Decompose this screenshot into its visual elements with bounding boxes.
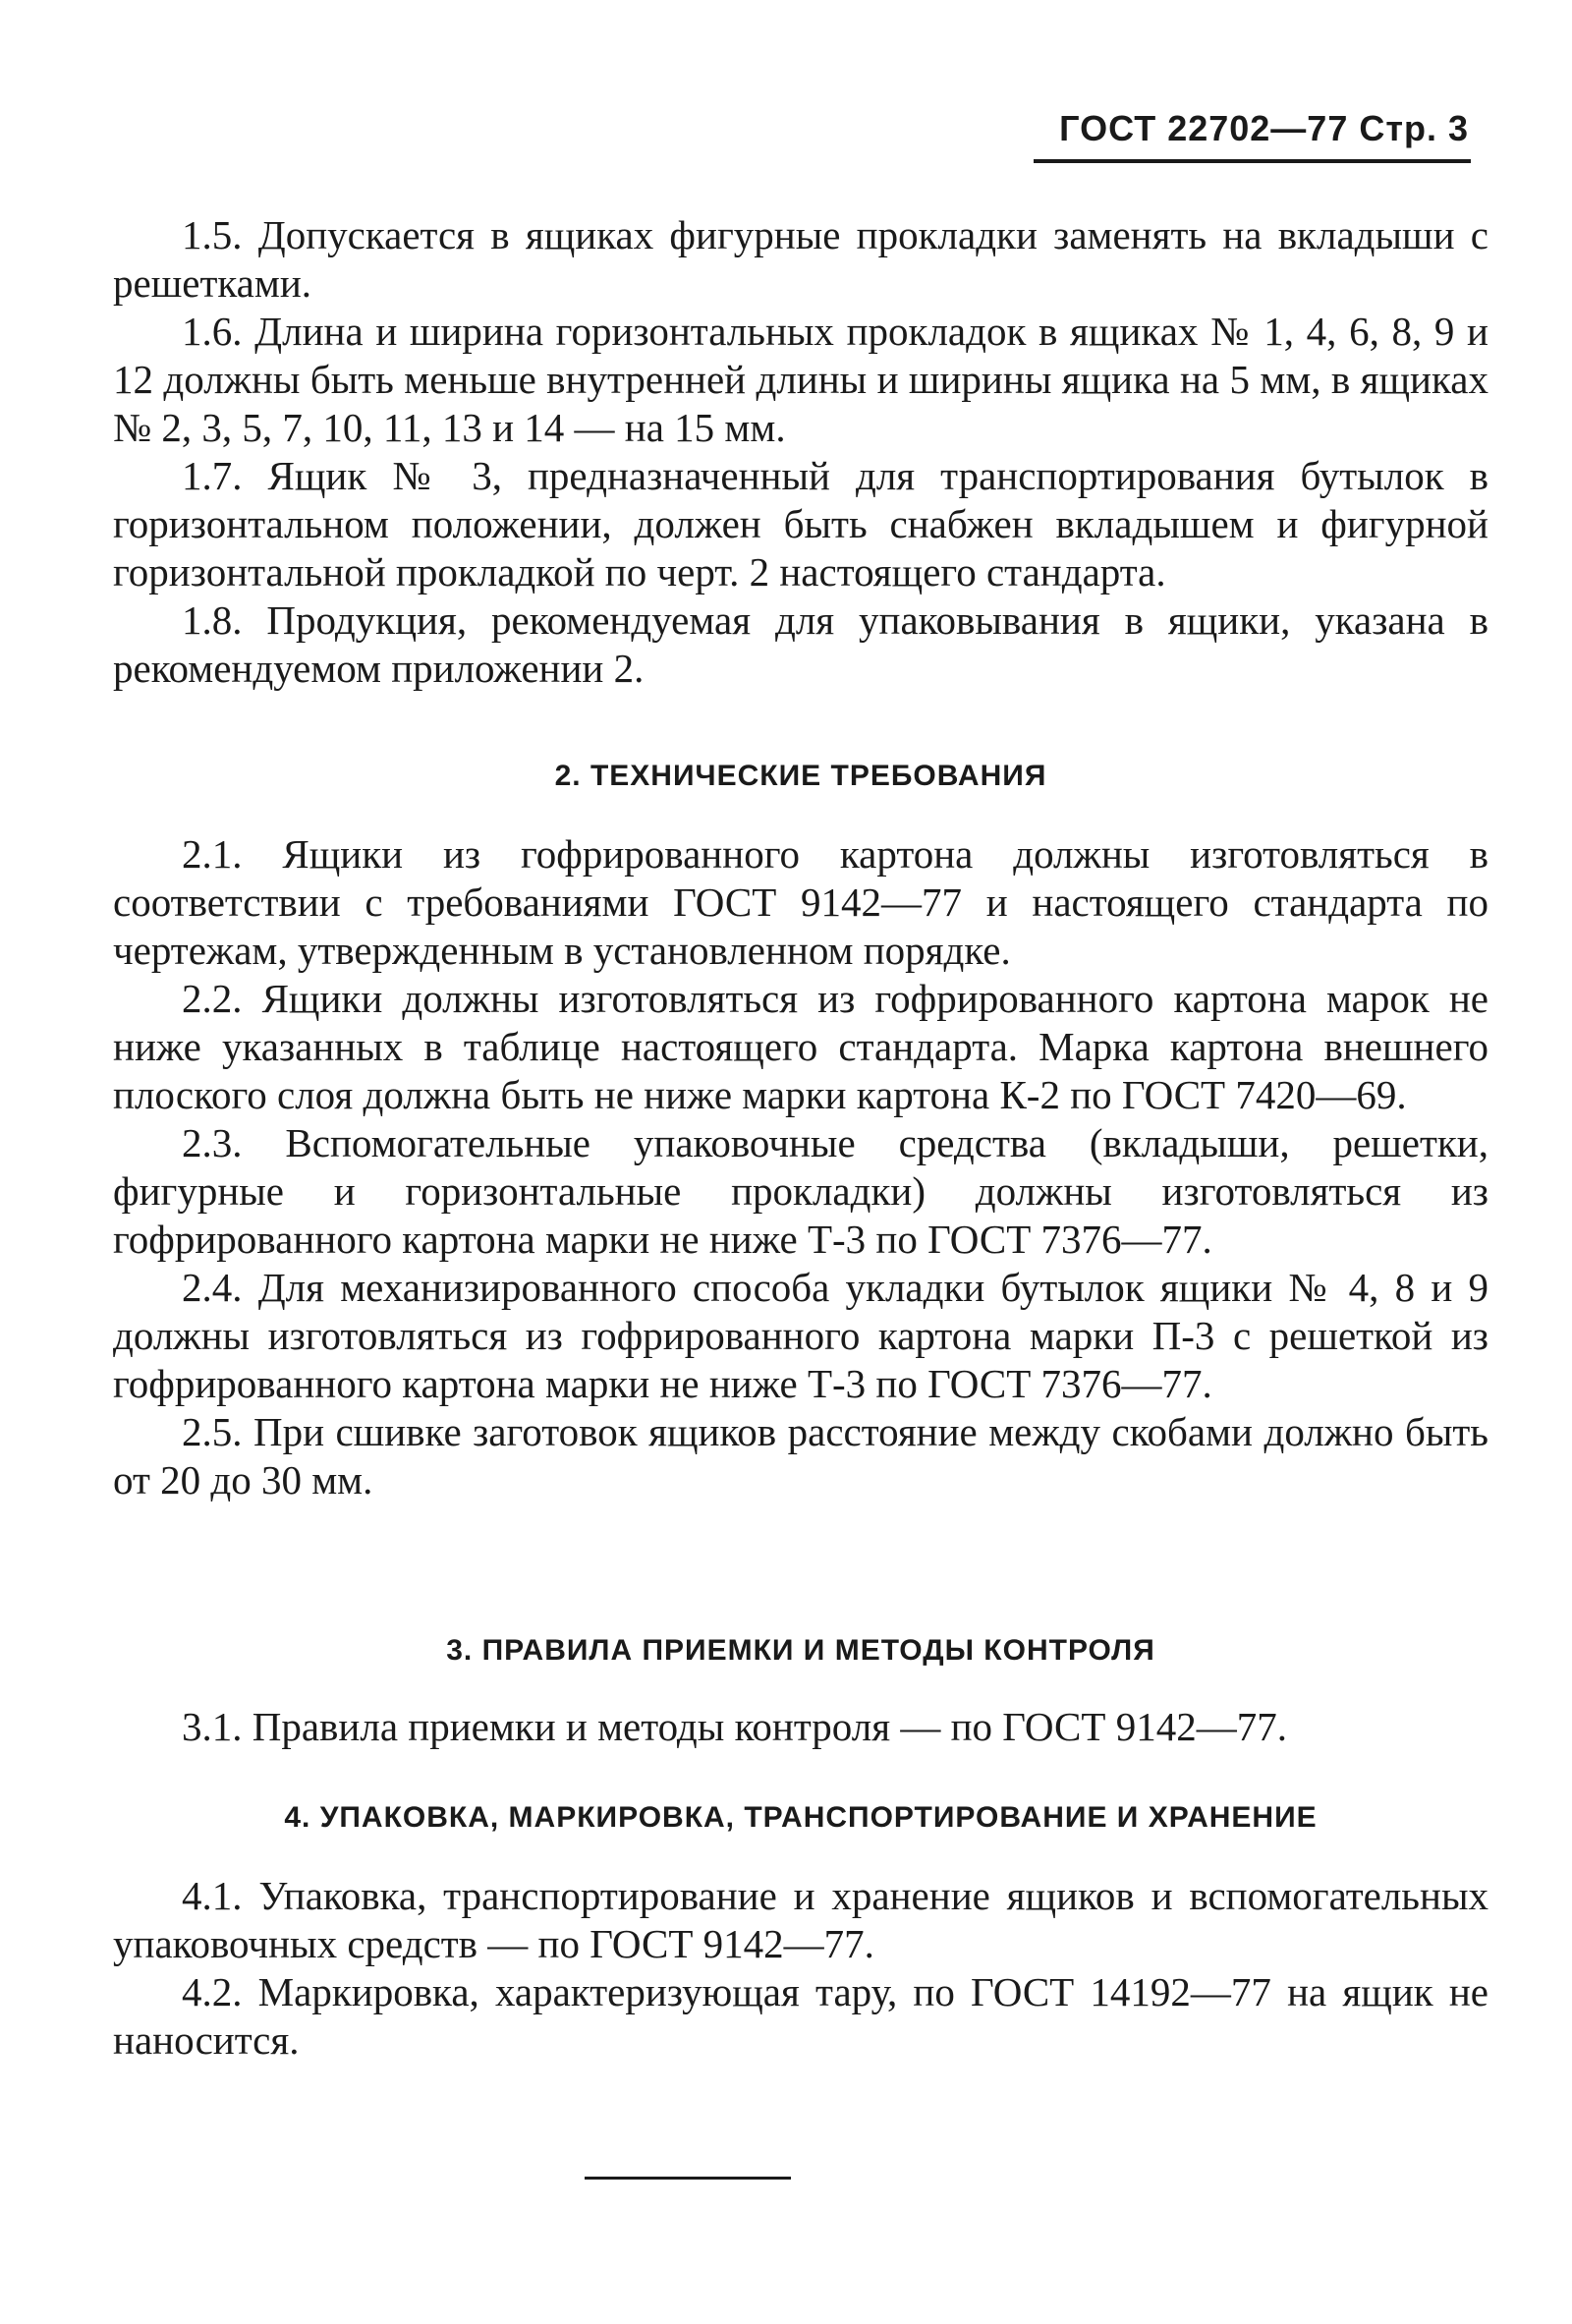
page-header: ГОСТ 22702—77 Стр. 3 bbox=[1059, 108, 1469, 148]
section-3-heading: 3. ПРАВИЛА ПРИЕМКИ И МЕТОДЫ КОНТРОЛЯ bbox=[446, 1634, 1155, 1667]
end-rule bbox=[585, 2177, 791, 2180]
paragraph-4-1: 4.1. Упаковка, транспортирование и хранение ящиков и вспомогательных упаковочных средств — по ГОСТ 9142—77. bbox=[113, 1873, 1488, 1966]
section-2-heading: 2. ТЕХНИЧЕСКИЕ ТРЕБОВАНИЯ bbox=[554, 760, 1047, 792]
section-3-body bbox=[113, 1703, 1488, 1751]
section-4-heading: 4. УПАКОВКА, МАРКИРОВКА, ТРАНСПОРТИРОВАНИЕ И ХРАНЕНИЕ bbox=[284, 1801, 1318, 1834]
paragraph-2-2: 2.2. Ящики должны изготовляться из гофрированного картона марок не ниже указанных в таблице настоящего стандарта. Марка картона внешнего плоского слоя должна быть не ниже марки картона К-2 по ГОСТ 7420—69. bbox=[113, 976, 1488, 1117]
document-page bbox=[113, 0, 1488, 2324]
paragraph-2-4: 2.4. Для механизированного способа укладки бутылок ящики № 4, 8 и 9 должны изготовляться из гофрированного картона марки П-3 с решеткой из гофрированного картона марки не ниже Т-3 по ГОСТ 7376—77. bbox=[113, 1265, 1488, 1406]
section-1-body bbox=[113, 211, 1488, 693]
section-2-body bbox=[113, 830, 1488, 1504]
paragraph-2-1: 2.1. Ящики из гофрированного картона должны изготовляться в соответствии с требованиями ГОСТ 9142—77 и настоящего стандарта по чертежам, утвержденным в установленном порядке. bbox=[113, 831, 1488, 973]
paragraph-2-5: 2.5. При сшивке заготовок ящиков расстояние между скобами должно быть от 20 до 30 мм. bbox=[113, 1409, 1488, 1502]
header-rule bbox=[1034, 159, 1471, 163]
paragraph-3-1: 3.1. Правила приемки и методы контроля — по ГОСТ 9142—77. bbox=[182, 1704, 1287, 1749]
paragraph-4-2: 4.2. Маркировка, характеризующая тару, по ГОСТ 14192—77 на ящик не наносится. bbox=[113, 1969, 1488, 2063]
paragraph-1-6: 1.6. Длина и ширина горизонтальных прокладок в ящиках № 1, 4, 6, 8, 9 и 12 должны быть меньше внутренней длины и ширины ящика на 5 мм, в ящиках № 2, 3, 5, 7, 10, 11, 13 и 14 — на 15 мм. bbox=[113, 309, 1488, 450]
paragraph-1-8: 1.8. Продукция, рекомендуемая для упаковывания в ящики, указана в рекомендуемом приложении 2. bbox=[113, 597, 1488, 691]
paragraph-2-3: 2.3. Вспомогательные упаковочные средства (вкладыши, решетки, фигурные и горизонтальные прокладки) должны изготовляться из гофрированного картона марки не ниже Т-3 по ГОСТ 7376—77. bbox=[113, 1120, 1488, 1262]
paragraph-1-7: 1.7. Ящик № 3, предназначенный для транспортирования бутылок в горизонтальном положении, должен быть снабжен вкладышем и фигурной горизонтальной прокладкой по черт. 2 настоящего стандарта. bbox=[113, 453, 1488, 595]
paragraph-1-5: 1.5. Допускается в ящиках фигурные прокладки заменять на вкладыши с решетками. bbox=[113, 212, 1488, 306]
section-4-body bbox=[113, 1872, 1488, 2065]
